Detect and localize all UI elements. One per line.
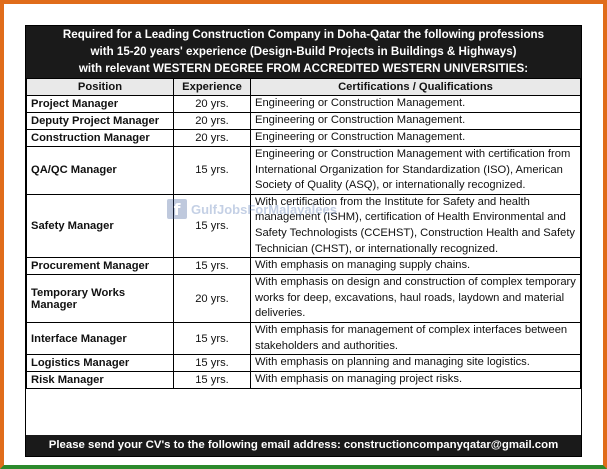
position-cell: Logistics Manager — [27, 355, 174, 372]
position-cell: Interface Manager — [27, 322, 174, 354]
experience-cell: 20 yrs. — [174, 113, 251, 130]
job-advertisement — [25, 25, 582, 457]
watermark-text: GulfJobsForMalayalees — [191, 201, 337, 217]
table-row — [27, 372, 581, 389]
qualification-cell: With emphasis on managing supply chains. — [251, 258, 581, 275]
table-row — [27, 275, 581, 323]
table-row — [27, 258, 581, 275]
header-line-2: with 15-20 years' experience (Design-Build Projects in Buildings & Highways) — [90, 45, 517, 58]
header-line-3: with relevant WESTERN DEGREE FROM ACCREDITED WESTERN UNIVERSITIES: — [78, 62, 529, 75]
position-cell: Safety Manager — [27, 194, 174, 257]
position-cell: Construction Manager — [27, 130, 174, 147]
position-cell: Project Manager — [27, 96, 174, 113]
table-row — [27, 355, 581, 372]
table-row — [27, 147, 581, 195]
experience-cell: 15 yrs. — [174, 355, 251, 372]
qualification-cell: Engineering or Construction Management. — [251, 113, 581, 130]
position-cell: Temporary Works Manager — [27, 275, 174, 323]
qualification-cell: With emphasis on design and construction of complex temporary works for deep, excavations, haul roads, laydown and material deliveries. — [251, 275, 581, 323]
position-cell: Procurement Manager — [27, 258, 174, 275]
table-row — [27, 96, 581, 113]
table-row — [27, 113, 581, 130]
table-row — [27, 130, 581, 147]
qualification-cell: Engineering or Construction Management. — [251, 96, 581, 113]
table-header-row — [27, 79, 581, 96]
qualification-cell: With emphasis for management of complex interfaces between stakeholders and authorities. — [251, 322, 581, 354]
column-header-qualifications: Certifications / Qualifications — [251, 79, 581, 96]
ad-footer-contact: Please send your CV's to the following email address: constructioncompanyqatar@gmail.com — [26, 435, 581, 456]
facebook-icon: f — [167, 199, 187, 219]
positions-table — [26, 78, 581, 389]
position-cell: QA/QC Manager — [27, 147, 174, 195]
experience-cell: 20 yrs. — [174, 130, 251, 147]
table-row — [27, 194, 581, 257]
qualification-cell: Engineering or Construction Management. — [251, 130, 581, 147]
ad-header — [26, 26, 581, 78]
experience-cell: 20 yrs. — [174, 275, 251, 323]
table-row — [27, 322, 581, 354]
experience-cell: 15 yrs. — [174, 322, 251, 354]
experience-cell: 15 yrs. — [174, 194, 251, 257]
header-line-1: Required for a Leading Construction Company in Doha-Qatar the following professions — [62, 28, 545, 41]
experience-cell: 15 yrs. — [174, 147, 251, 195]
column-header-experience: Experience — [174, 79, 251, 96]
position-cell: Risk Manager — [27, 372, 174, 389]
qualification-cell: With emphasis on planning and managing site logistics. — [251, 355, 581, 372]
experience-cell: 15 yrs. — [174, 372, 251, 389]
qualification-cell: Engineering or Construction Management with certification from International Organization for Standardization (ISO), American Society of Quality (ASQ), or internationally recognized. — [251, 147, 581, 195]
qualification-cell: With certification from the Institute for Safety and health management (ISHM), certification of Health Environmental and Safety Technologists (CCEHST), Construction Health and Safety Technician (CHST), or internationally recognized. — [251, 194, 581, 257]
column-header-position: Position — [27, 79, 174, 96]
qualification-cell: With emphasis on managing project risks. — [251, 372, 581, 389]
position-cell: Deputy Project Manager — [27, 113, 174, 130]
experience-cell: 15 yrs. — [174, 258, 251, 275]
experience-cell: 20 yrs. — [174, 96, 251, 113]
